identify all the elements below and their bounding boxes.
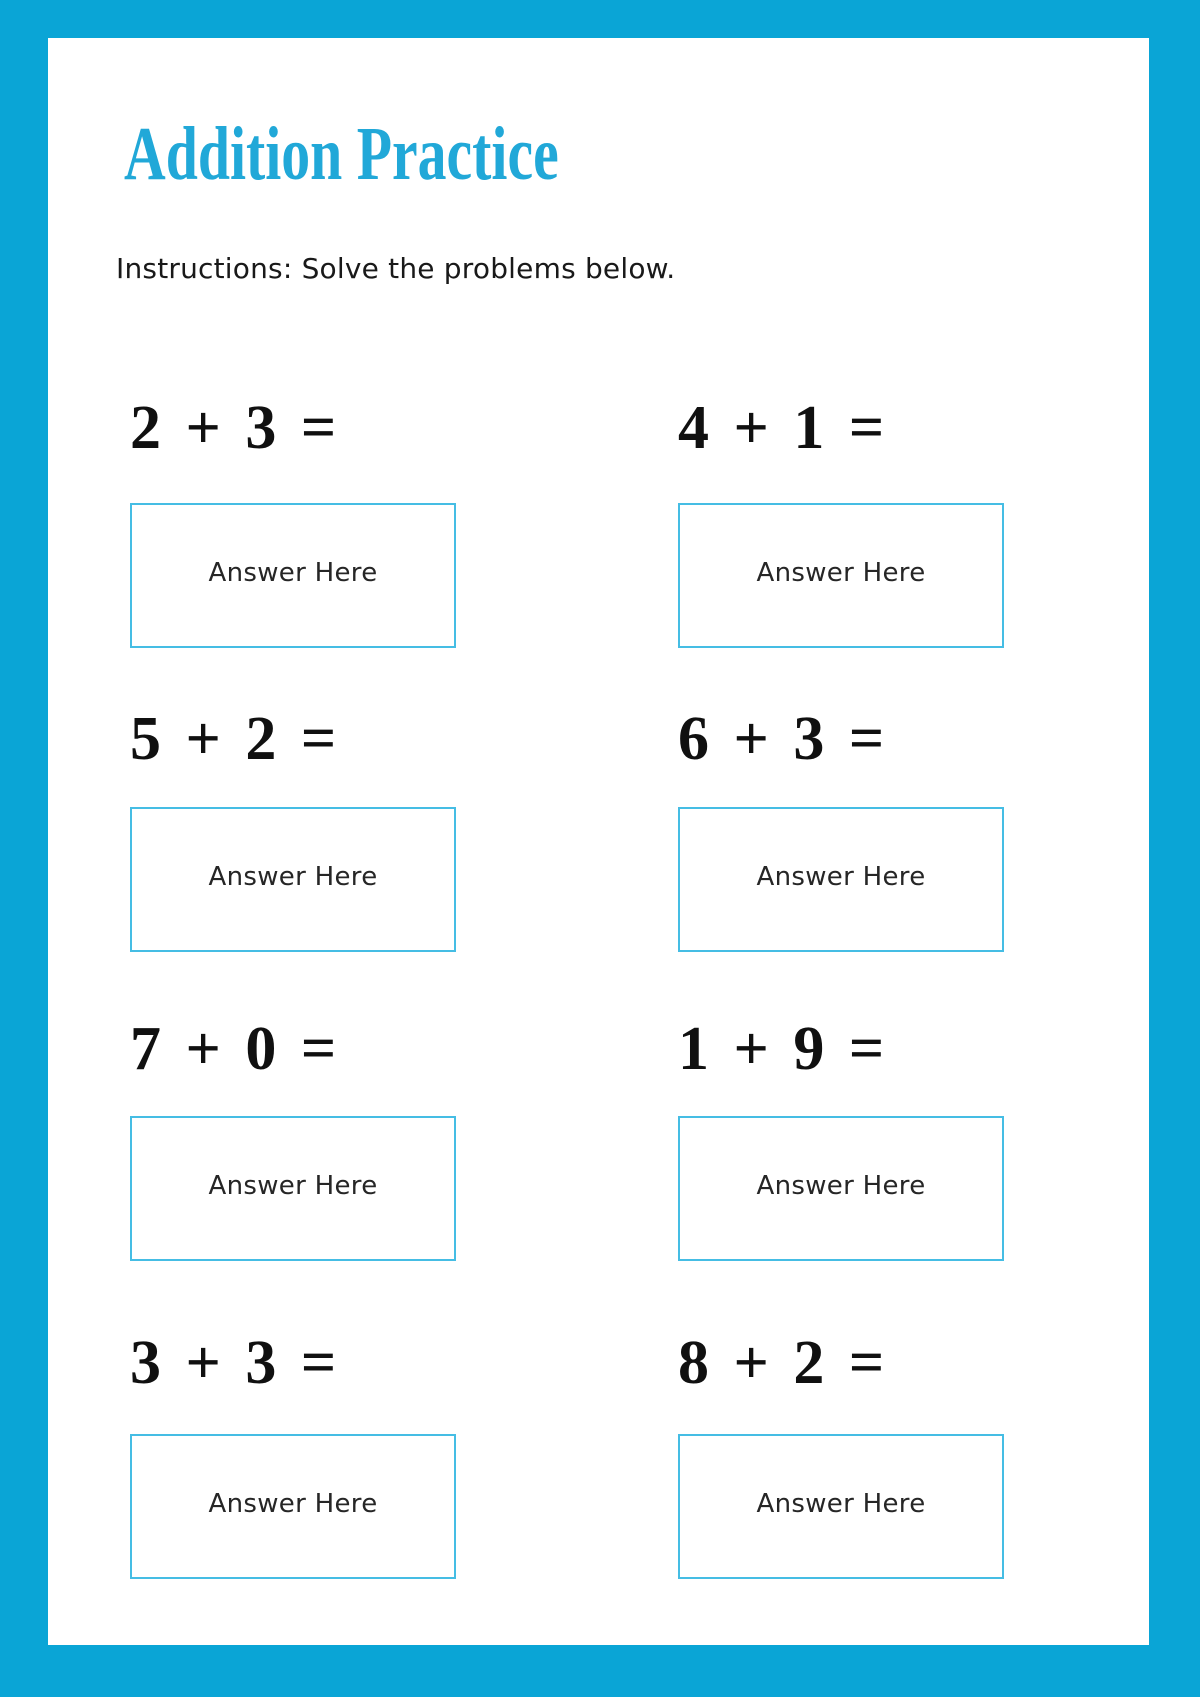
answer-box-8[interactable] — [678, 1434, 1004, 1579]
equation-6: 1 + 9 = — [678, 1015, 886, 1083]
equation-2: 4 + 1 = — [678, 394, 886, 462]
answer-placeholder-3: Answer Here — [208, 861, 378, 892]
answer-placeholder-1: Answer Here — [208, 557, 378, 588]
instructions-text: Instructions: Solve the problems below. — [116, 252, 676, 285]
answer-placeholder-4: Answer Here — [756, 861, 926, 892]
answer-box-1[interactable] — [130, 503, 456, 648]
answer-placeholder-8: Answer Here — [756, 1488, 926, 1519]
answer-box-3[interactable] — [130, 807, 456, 952]
equation-7: 3 + 3 = — [130, 1329, 338, 1397]
answer-placeholder-6: Answer Here — [756, 1170, 926, 1201]
equation-1: 2 + 3 = — [130, 394, 338, 462]
answer-box-4[interactable] — [678, 807, 1004, 952]
equation-4: 6 + 3 = — [678, 705, 886, 773]
answer-box-7[interactable] — [130, 1434, 456, 1579]
answer-placeholder-2: Answer Here — [756, 557, 926, 588]
equation-3: 5 + 2 = — [130, 705, 338, 773]
page-title: Addition Practice — [124, 112, 559, 196]
equation-5: 7 + 0 = — [130, 1015, 338, 1083]
answer-placeholder-5: Answer Here — [208, 1170, 378, 1201]
answer-box-6[interactable] — [678, 1116, 1004, 1261]
worksheet-sheet — [48, 38, 1149, 1645]
answer-box-2[interactable] — [678, 503, 1004, 648]
answer-placeholder-7: Answer Here — [208, 1488, 378, 1519]
equation-8: 8 + 2 = — [678, 1329, 886, 1397]
answer-box-5[interactable] — [130, 1116, 456, 1261]
